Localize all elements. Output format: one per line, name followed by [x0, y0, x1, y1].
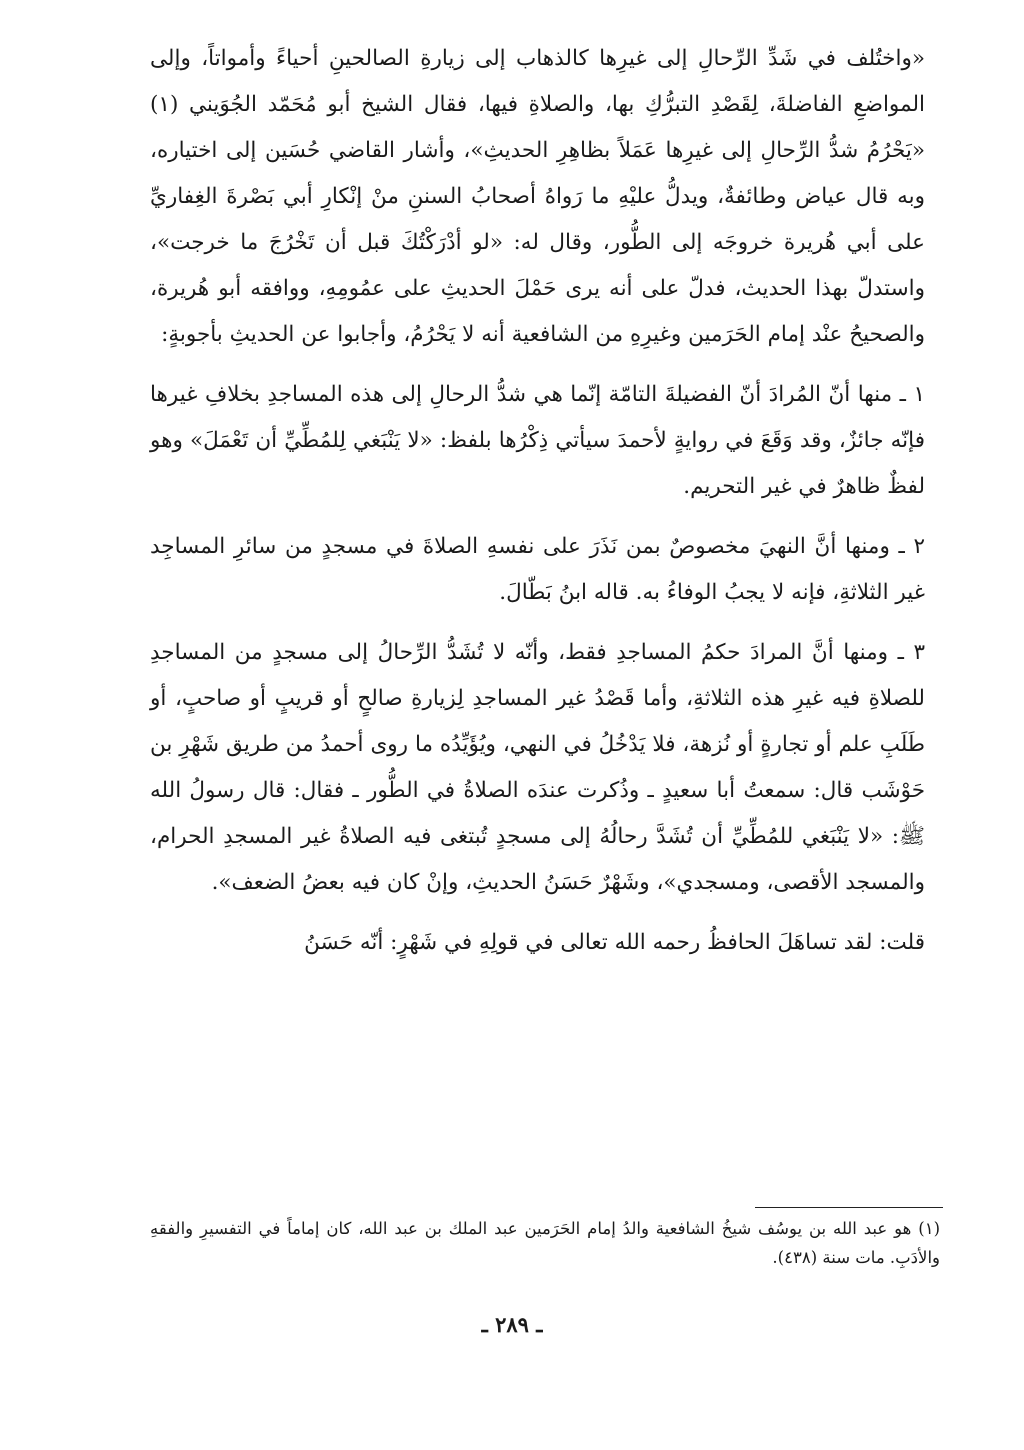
page-body — [150, 36, 925, 966]
footnote: (١) هو عبد الله بن يوسُف شيخُ الشافعية والدُ إمام الحَرَمين عبد الملك بن عبد الله، كان إماماً في التفسيرِ والفقهِ والأدَبِ. مات سنة (٤٣٨). — [150, 1219, 940, 1267]
paragraph-comment: قلت: لقد تساهَلَ الحافظُ رحمه الله تعالى في قولِهِ في شَهْرٍ: أنّه حَسَنُ — [304, 930, 925, 955]
page-number: ـ ٢٨٩ ـ — [481, 1312, 543, 1337]
paragraph-answer-1: ١ ـ منها أنّ المُرادَ أنّ الفضيلةَ التامّة إنّما هي شدُّ الرحالِ إلى هذه المساجدِ بخلافِ غيرها فإنّه جائزٌ، وقد وَقَعَ في روايةٍ لأحمدَ سيأتي ذِكْرُها بلفظ: «لا يَنْبَغي لِلمُطِّيِّ أن تَعْمَلَ» وهو لفظٌ ظاهرٌ في غير التحريم. — [150, 382, 925, 499]
paragraph-answer-3: ٣ ـ ومنها أنَّ المرادَ حكمُ المساجدِ فقط، وأنّه لا تُشَدُّ الرِّحالُ إلى مسجدٍ من المساجدِ للصلاةِ فيه غيرِ هذه الثلاثةِ، وأما قَصْدُ غير المساجدِ لِزيارةِ صالحٍ أو قريبٍ أو صاحبٍ، أو طَلَبِ علم أو تجارةٍ أو نُزهة، فلا يَدْخُلُ في النهي، ويُؤَيِّدُه ما روى أحمدُ من طريق شَهْرِ بن حَوْشَب قال: سمعتُ أبا سعيدٍ ـ وذُكرت عندَه الصلاةُ في الطُّور ـ فقال: قال رسولُ الله ﷺ: «لا يَنْبَغي للمُطِّيِّ أن تُشَدَّ رحالُهُ إلى مسجدٍ تُبتغى فيه الصلاةُ غير المسجدِ الحرام، والمسجد الأقصى، ومسجدي»، وشَهْرٌ حَسَنُ الحديثِ، وإنْ كان فيه بعضُ الضعف». — [150, 640, 925, 895]
footnote-divider — [755, 1207, 943, 1208]
paragraph-intro: «واختُلف في شَدِّ الرِّحالِ إلى غيرِها كالذهاب إلى زيارةِ الصالحينِ أحياءً وأمواتاً، وإلى المواضعِ الفاضلةَ، لِقَصْدِ التبرُّكِ بها، والصلاةِ فيها، فقال الشيخ أبو مُحَمّد الجُوَيني (١) «يَحْرُمُ شدُّ الرِّحالِ إلى غيرِها عَمَلاً بظاهِرِ الحديثِ»، وأشار القاضي حُسَين إلى اختياره، وبه قال عياض وطائفةٌ، ويدلُّ عليْهِ ما رَواهُ أصحابُ السننِ منْ إنْكارِ أبي بَصْرةَ الغِفاريِّ على أبي هُريرة خروجَه إلى الطُّور، وقال له: «لو أدْرَكْتُكَ قبل أن تَخْرُجَ ما خرجت»، واستدلّ بهذا الحديث، فدلّ على أنه يرى حَمْلَ الحديثِ على عمُومِهِ، ووافقه أبو هُريرة، والصحيحُ عنْد إمام الحَرَمين وغيرِهِ من الشافعية أنه لا يَحْرُمُ، وأجابوا عن الحديثِ بأجوبةٍ: — [150, 46, 925, 347]
paragraph-answer-2: ٢ ـ ومنها أنَّ النهيَ مخصوصٌ بمن نَذَرَ على نفسهِ الصلاةَ في مسجدٍ من سائرِ المساجِد غير الثلاثةِ، فإنه لا يجبُ الوفاءُ به. قاله ابنُ بَطّالَ. — [150, 534, 925, 605]
